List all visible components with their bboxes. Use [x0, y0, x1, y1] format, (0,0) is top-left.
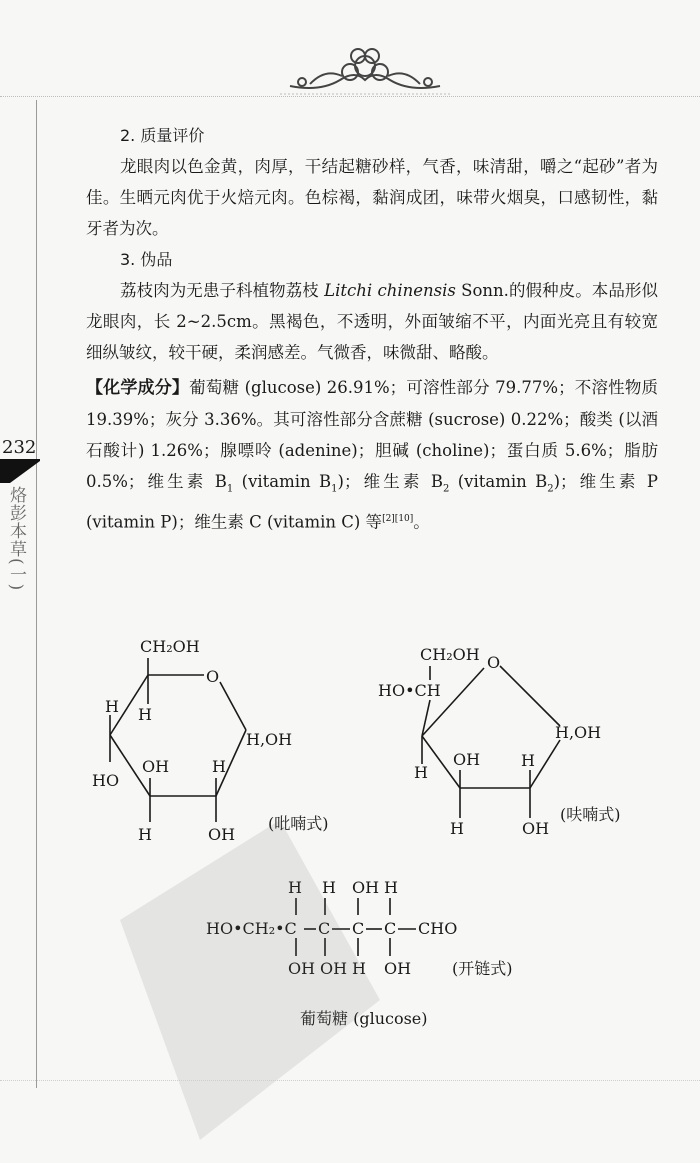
label: H	[352, 959, 366, 978]
page-number: 232	[2, 437, 37, 458]
label: CH₂OH	[420, 645, 480, 664]
caption-furanose: (呋喃式)	[560, 805, 621, 824]
quality-paragraph: 龙眼肉以色金黄，肉厚，干结起糖砂样，气香，味清甜，嚼之“起砂”者为佳。生晒元肉优于火焙元肉。色棕褐，黏润成团，味带火烟臭，口感韧性，黏牙者为次。	[86, 157, 658, 238]
label: H	[138, 825, 152, 844]
subscript: 2	[442, 483, 450, 495]
label: OH	[288, 959, 316, 978]
footer-divider	[0, 1080, 700, 1081]
label: H	[322, 878, 336, 897]
label: H	[138, 705, 152, 724]
label: H	[212, 757, 226, 776]
label: C	[384, 919, 397, 938]
label: O	[487, 653, 501, 672]
counterfeit-paragraph	[86, 275, 658, 368]
label: OH	[522, 819, 550, 838]
chem-text: )；维生素 P (vitamin P)；维生素 C (vitamin C) 等	[86, 472, 658, 532]
label: OH	[142, 757, 170, 776]
label: HO•CH	[378, 681, 441, 700]
reference-marker: [2][10]	[382, 514, 414, 525]
chem-text: (vitamin B	[449, 472, 548, 491]
subscript: 2	[547, 483, 554, 495]
counterfeit-text-b: Sonn.的假种皮。本品形似龙眼肉，长 2~2.5cm。黑褐色，不透明，外面皱缩不平，内面光亮且有较宽细纵皱纹，较干硬，柔润感差。气微香，味微甜、略酸。	[86, 281, 659, 362]
chem-text: 葡萄糖 (glucose) 26.91%；可溶性部分 79.77%；不溶性物质 19.39%；灰分 3.36%。其可溶性部分含蔗糖 (sucrose) 0.22%；酸类 (以酒石酸计) 1.26%；腺嘌呤 (adenine)；胆碱 (choline)；蛋白质 5.6%；脂肪 0.5%；维生素 B	[86, 378, 658, 491]
label: O	[206, 667, 220, 686]
label: HO	[92, 771, 120, 790]
label: CHO	[418, 919, 458, 938]
caption-pyranose: (吡喃式)	[268, 814, 329, 833]
label: OH	[320, 959, 348, 978]
glucose-structures-figure	[0, 600, 700, 1060]
label: H	[105, 697, 119, 716]
chem-text: 。	[413, 512, 430, 532]
glucose-figure-title: 葡萄糖 (glucose)	[300, 1009, 428, 1028]
label: C	[352, 919, 365, 938]
label: OH	[453, 750, 481, 769]
label: H	[384, 878, 398, 897]
section-heading-quality: 2. 质量评价	[120, 126, 205, 145]
chem-text: )；维生素 B	[337, 472, 443, 491]
label: CH₂OH	[140, 637, 200, 656]
decorative-ornament	[280, 40, 450, 98]
counterfeit-text-a: 荔枝肉为无患子科植物荔枝	[120, 281, 325, 300]
label: H	[521, 751, 535, 770]
label: OH	[384, 959, 412, 978]
subscript: 1	[331, 483, 338, 495]
subscript: 1	[226, 483, 234, 495]
main-text	[86, 120, 658, 538]
chemistry-heading: 【化学成分】	[86, 378, 190, 398]
latin-name: Litchi chinensis	[324, 281, 456, 300]
label: HO•CH₂•C	[206, 919, 297, 938]
label: C	[318, 919, 331, 938]
label: H	[414, 763, 428, 782]
label: H	[288, 878, 302, 897]
pyranose-structure	[92, 637, 292, 844]
chem-text: (vitamin B	[233, 472, 332, 491]
page-tab-marker	[0, 461, 40, 483]
section-heading-counterfeit: 3. 伪品	[120, 250, 173, 269]
label: OH	[208, 825, 236, 844]
book-title: 烙彭本草(一)	[6, 486, 26, 592]
label: OH	[352, 878, 380, 897]
label: H,OH	[555, 723, 602, 742]
label: H,OH	[246, 730, 293, 749]
caption-open-chain: (开链式)	[452, 959, 513, 978]
open-chain-structure	[206, 878, 457, 978]
label: H	[450, 819, 464, 838]
header-divider	[0, 96, 700, 97]
chemistry-paragraph	[86, 372, 658, 538]
